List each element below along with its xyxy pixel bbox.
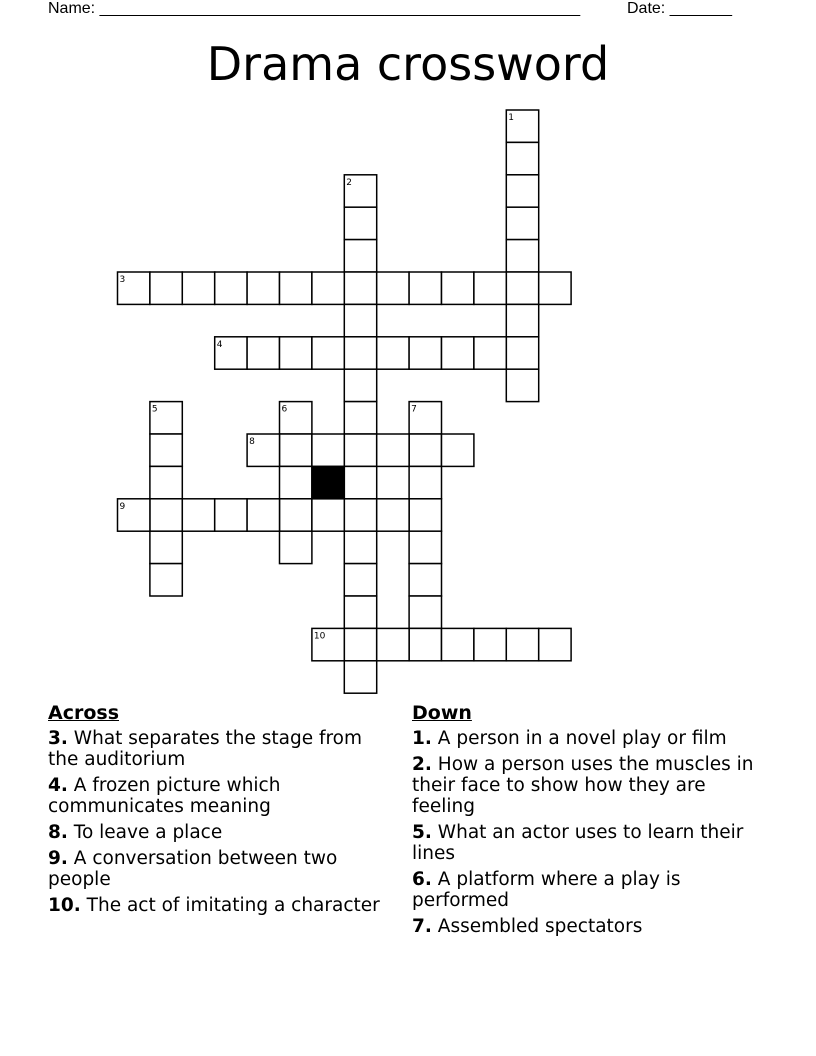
down-clues (412, 702, 772, 942)
down-clue-item (412, 869, 772, 911)
grid-cell[interactable] (506, 369, 538, 401)
clue-number-label: 2 (346, 177, 353, 188)
grid-cell[interactable] (344, 466, 376, 498)
clue-text: A frozen picture which communicates meaning (48, 775, 281, 817)
grid-cell[interactable] (377, 628, 409, 660)
page-title: Drama crossword (206, 37, 610, 91)
grid-cell[interactable] (539, 628, 571, 660)
grid-cell[interactable] (409, 564, 441, 596)
grid-cell[interactable] (442, 434, 474, 466)
clue-text: A platform where a play is performed (412, 869, 681, 911)
grid-cell[interactable] (344, 207, 376, 239)
across-clue-item (48, 728, 393, 770)
clue-number: 8. (48, 822, 68, 843)
clue-text: A conversation between two people (48, 848, 338, 890)
down-heading: Down (412, 702, 472, 724)
grid-cell[interactable] (474, 272, 506, 304)
grid-cell[interactable] (474, 628, 506, 660)
grid-cell[interactable] (215, 499, 247, 531)
clue-text: What an actor uses to learn their lines (412, 822, 744, 864)
grid-cell[interactable] (442, 337, 474, 369)
clue-number-label: 4 (216, 339, 223, 350)
grid-cell[interactable] (312, 272, 344, 304)
grid-cell[interactable] (344, 272, 376, 304)
down-clue-item (412, 728, 772, 749)
clue-number: 4. (48, 775, 68, 796)
grid-cell[interactable] (442, 628, 474, 660)
grid-cell[interactable] (312, 337, 344, 369)
grid-cell[interactable] (280, 466, 312, 498)
grid-cell[interactable] (506, 142, 538, 174)
grid-cell[interactable] (409, 628, 441, 660)
grid-cell[interactable] (409, 596, 441, 628)
grid-cell[interactable] (247, 499, 279, 531)
clue-text: Assembled spectators (437, 916, 643, 937)
clue-number: 6. (412, 869, 432, 890)
grid-cell[interactable] (312, 434, 344, 466)
clue-number: 7. (412, 916, 432, 937)
grid-cell[interactable] (280, 531, 312, 563)
grid-cell[interactable] (150, 531, 182, 563)
grid-cell[interactable] (344, 402, 376, 434)
grid-cell[interactable] (506, 175, 538, 207)
grid-cell[interactable] (344, 661, 376, 693)
grid-cell[interactable] (182, 272, 214, 304)
grid-cell[interactable] (506, 240, 538, 272)
grid-cell[interactable] (280, 499, 312, 531)
clue-number-label: 1 (508, 113, 515, 123)
grid-cell[interactable] (344, 240, 376, 272)
name-field-label: Name: ______________________________________________________ (48, 0, 581, 17)
across-clue-item (48, 895, 393, 916)
down-clue-item (412, 822, 772, 864)
grid-cell[interactable] (247, 272, 279, 304)
grid-cell[interactable] (409, 499, 441, 531)
grid-cell[interactable] (409, 337, 441, 369)
clue-number-label: 3 (119, 275, 126, 285)
grid-cell[interactable] (344, 628, 376, 660)
across-heading: Across (48, 702, 120, 724)
down-clue-item (412, 916, 772, 937)
grid-cell[interactable] (344, 369, 376, 401)
down-clue-item (412, 754, 772, 817)
grid-cell[interactable] (344, 564, 376, 596)
grid-block-cell (312, 466, 344, 498)
clue-number-label: 6 (281, 404, 288, 415)
grid-cell[interactable] (442, 272, 474, 304)
grid-cell[interactable] (506, 207, 538, 239)
across-clues (48, 702, 393, 921)
grid-cell[interactable] (539, 272, 571, 304)
clue-number: 10. (48, 895, 81, 916)
clue-number-label: 9 (119, 501, 126, 512)
grid-cell[interactable] (150, 499, 182, 531)
across-clue-item (48, 822, 393, 843)
grid-cell[interactable] (506, 304, 538, 336)
clue-text: What separates the stage from the auditorium (48, 728, 363, 770)
grid-cell[interactable] (280, 272, 312, 304)
clue-number-label: 8 (249, 437, 255, 447)
grid-cell[interactable] (409, 272, 441, 304)
clue-number: 2. (412, 754, 432, 775)
clue-text: How a person uses the muscles in their face to show how they are feeling (412, 754, 754, 817)
grid-cell[interactable] (377, 499, 409, 531)
clue-number: 3. (48, 728, 68, 749)
grid-cell[interactable] (150, 564, 182, 596)
clue-number-label: 5 (151, 404, 158, 415)
clue-number-label: 7 (411, 404, 417, 415)
across-clue-item (48, 775, 393, 817)
clue-number: 1. (412, 728, 432, 749)
clue-number: 5. (412, 822, 432, 843)
grid-cell[interactable] (280, 337, 312, 369)
grid-cell[interactable] (409, 434, 441, 466)
clue-text: To leave a place (73, 822, 223, 843)
grid-cell[interactable] (150, 272, 182, 304)
grid-cell[interactable] (409, 531, 441, 563)
clue-text: A person in a novel play or film (437, 728, 727, 749)
grid-cell[interactable] (344, 531, 376, 563)
grid-cell[interactable] (280, 434, 312, 466)
grid-cell[interactable] (344, 499, 376, 531)
grid-cell[interactable] (150, 434, 182, 466)
grid-cell[interactable] (344, 596, 376, 628)
grid-cell[interactable] (182, 499, 214, 531)
grid-cell[interactable] (344, 337, 376, 369)
grid-cell[interactable] (312, 499, 344, 531)
grid-cell[interactable] (506, 337, 538, 369)
grid-cell[interactable] (506, 272, 538, 304)
date-field-label: Date: _______ (627, 0, 732, 17)
grid-cell[interactable] (247, 337, 279, 369)
grid-cell[interactable] (150, 466, 182, 498)
grid-cell[interactable] (506, 628, 538, 660)
grid-cell[interactable] (474, 337, 506, 369)
clue-number-label: 10 (313, 631, 326, 642)
grid-cell[interactable] (215, 272, 247, 304)
clue-text: The act of imitating a character (86, 895, 380, 916)
grid-cell[interactable] (344, 304, 376, 336)
across-clue-item (48, 848, 393, 890)
grid-cell[interactable] (377, 272, 409, 304)
grid-cell[interactable] (377, 434, 409, 466)
grid-cell[interactable] (409, 466, 441, 498)
clue-number: 9. (48, 848, 68, 869)
grid-cell[interactable] (377, 337, 409, 369)
grid-cell[interactable] (344, 434, 376, 466)
